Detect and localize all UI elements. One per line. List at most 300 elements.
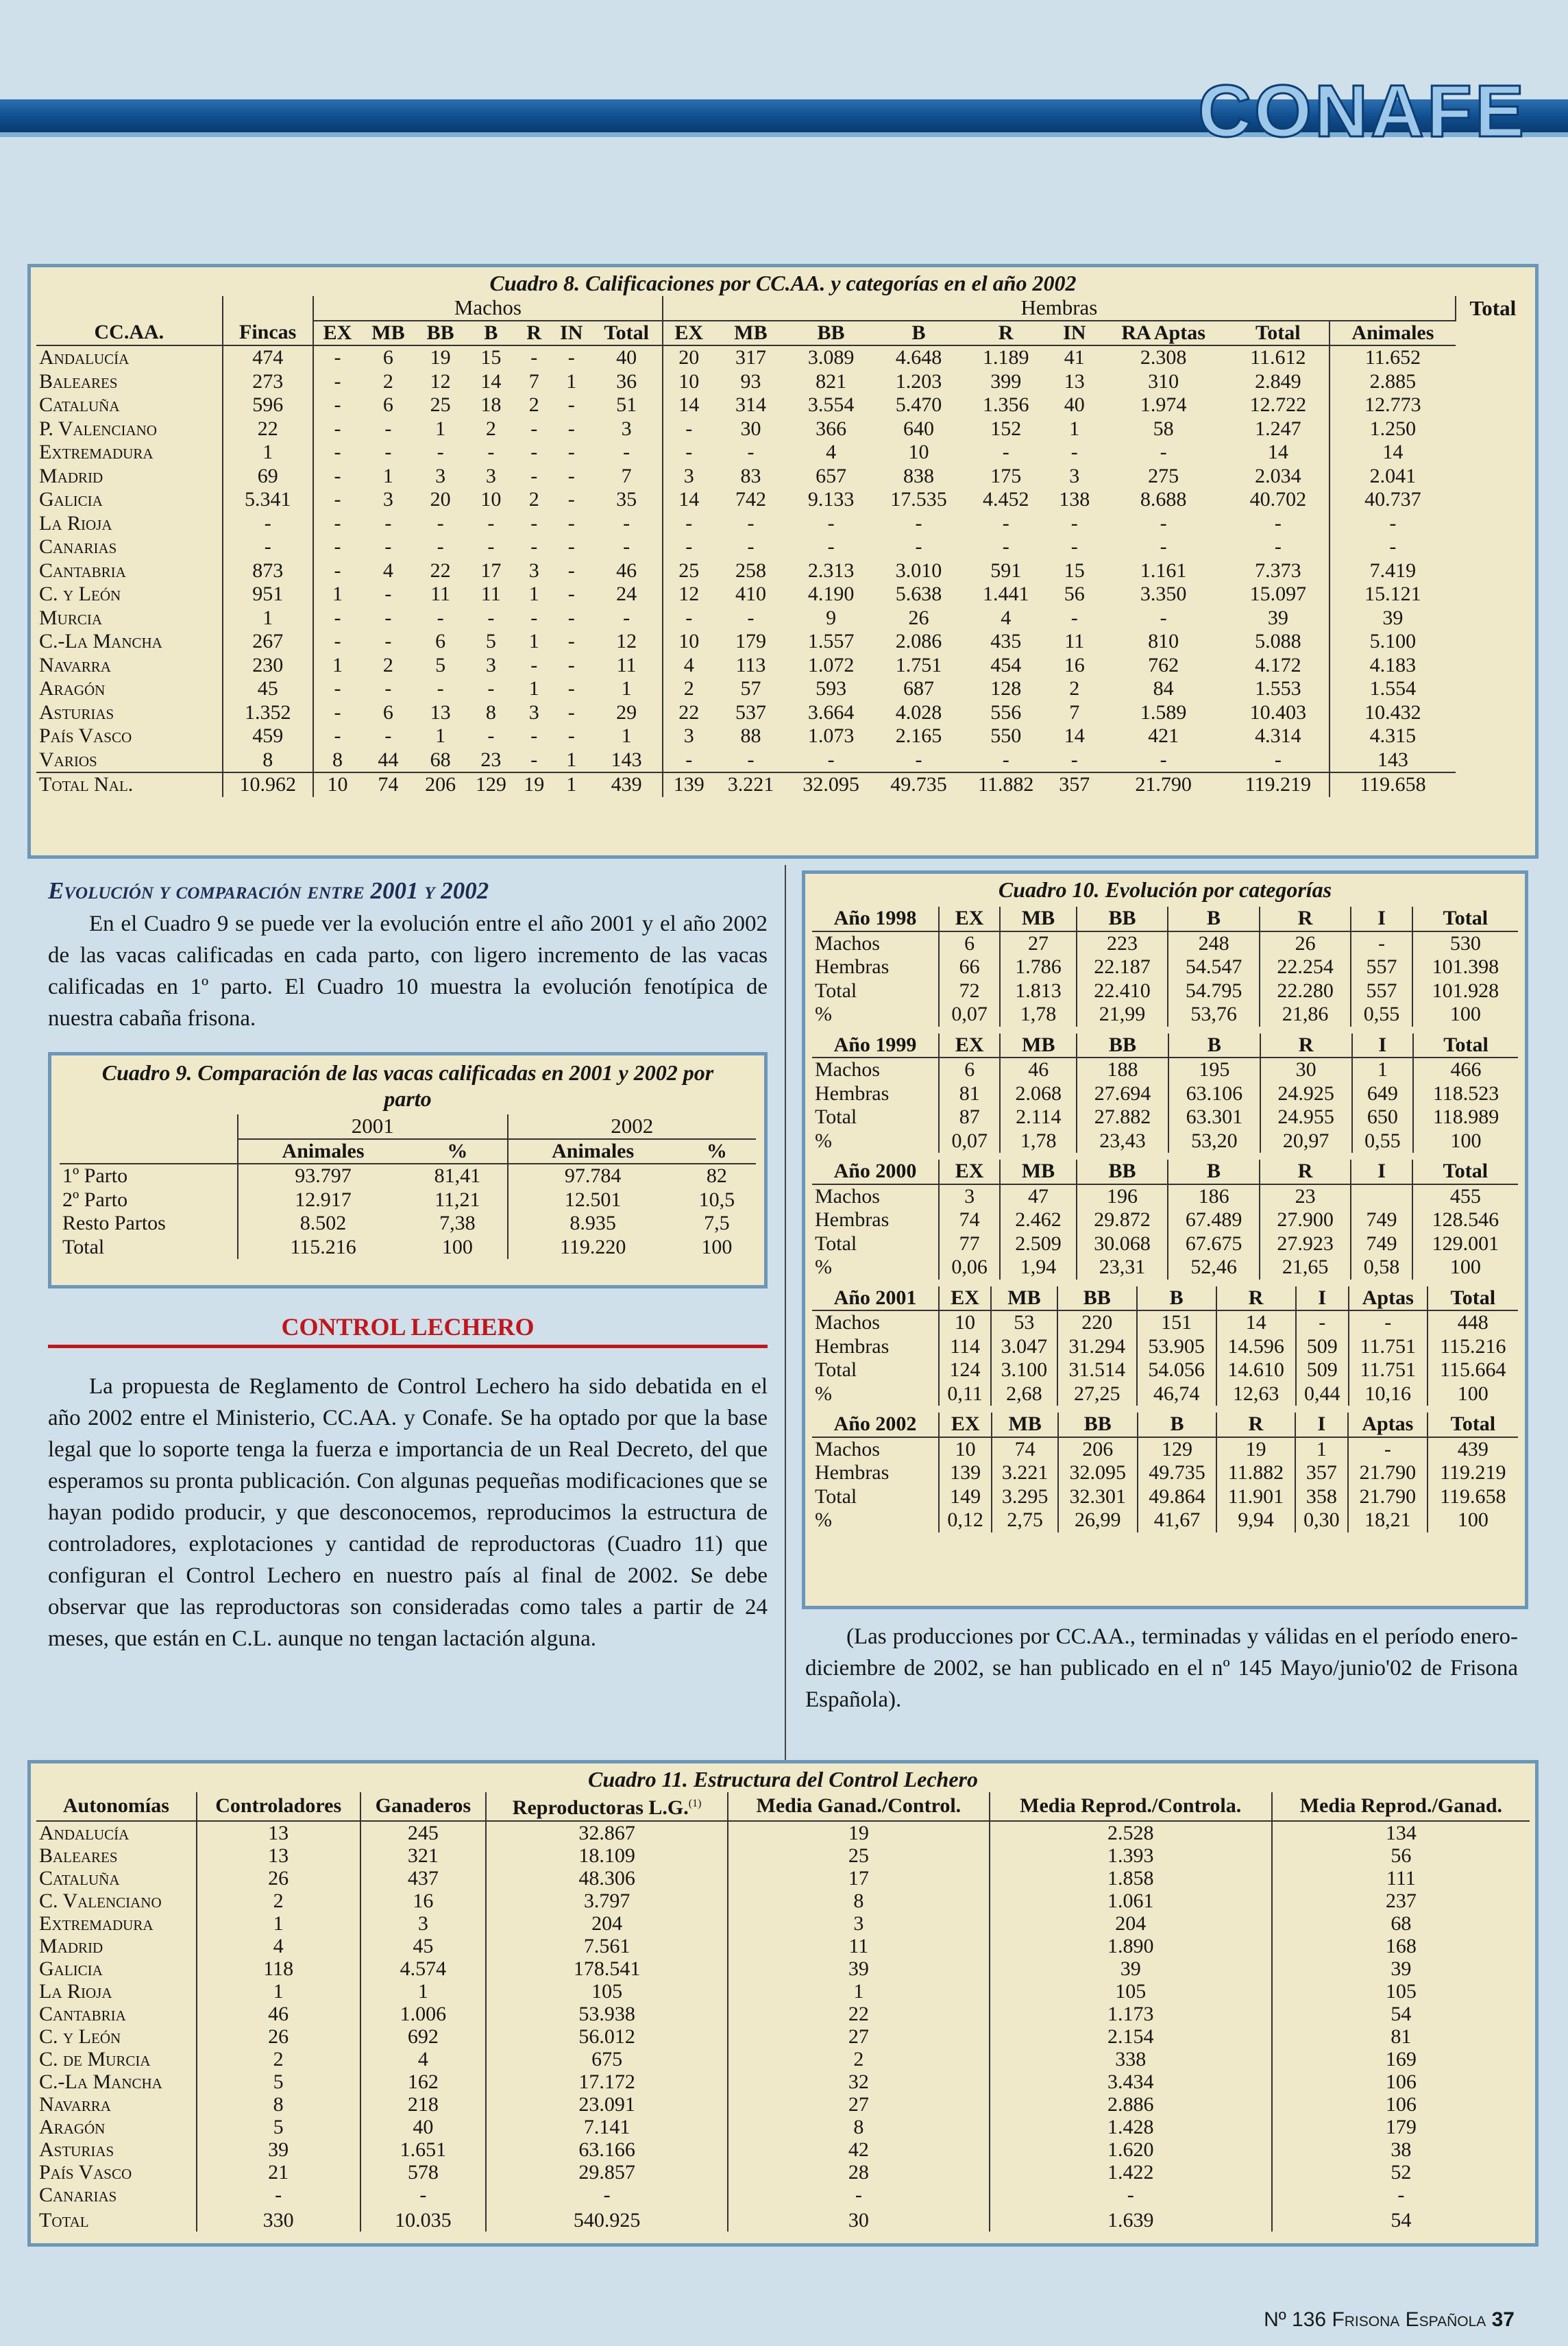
table-cell: 0,55 bbox=[1351, 1003, 1412, 1027]
table-cell: 151 bbox=[1137, 1310, 1216, 1335]
table-cell: 40.702 bbox=[1227, 488, 1330, 512]
table-cell: 557 bbox=[1351, 979, 1412, 1003]
table-cell: 67.675 bbox=[1168, 1232, 1260, 1256]
table-cell: - bbox=[567, 559, 575, 582]
table-cell: - bbox=[685, 441, 693, 463]
table-cell: 139 bbox=[663, 772, 714, 797]
table-cell: 11 bbox=[728, 1935, 990, 1957]
table-cell: 7,38 bbox=[408, 1212, 508, 1236]
table-cell: 6 bbox=[382, 393, 393, 416]
table-cell: 40 bbox=[1064, 393, 1085, 416]
table-row bbox=[36, 2206, 1530, 2232]
category-header: MB bbox=[992, 1413, 1058, 1437]
category-header: Total bbox=[1413, 1034, 1518, 1058]
table-cell: - bbox=[567, 464, 575, 487]
table-cell: - bbox=[990, 2184, 1272, 2206]
table-cell: 4 bbox=[197, 1935, 360, 1957]
table-cell: 540.925 bbox=[486, 2206, 728, 2232]
table-cell: 7 bbox=[591, 465, 663, 489]
table-cell: 179 bbox=[735, 630, 766, 652]
table-cell: - bbox=[437, 606, 444, 629]
footnote-mark: (1) bbox=[688, 1798, 702, 1809]
region-name: Navarra bbox=[36, 654, 223, 678]
autonomia-name: Extremadura bbox=[36, 1912, 197, 1935]
table-cell: - bbox=[567, 724, 575, 747]
table-cell: 83 bbox=[740, 464, 761, 487]
table-cell: 21.790 bbox=[1348, 1461, 1428, 1485]
table-cell: - bbox=[223, 535, 313, 559]
table-cell: 5.088 bbox=[1227, 630, 1330, 654]
table-cell: 105 bbox=[990, 1980, 1272, 2003]
table-cell: 63.106 bbox=[1168, 1082, 1260, 1106]
table-cell: 111 bbox=[1386, 1866, 1416, 1890]
table-cell: 4.315 bbox=[1369, 724, 1417, 747]
table-row bbox=[812, 979, 1518, 1003]
table-cell: - bbox=[530, 346, 538, 369]
table-cell: 51 bbox=[591, 393, 663, 417]
table-cell: 1 bbox=[566, 748, 577, 771]
table-cell: 338 bbox=[990, 2048, 1272, 2070]
table-cell: 20,97 bbox=[1260, 1129, 1352, 1153]
table-cell: 72 bbox=[939, 979, 1000, 1003]
cuadro-9 bbox=[48, 1052, 768, 1288]
table-cell: 7.373 bbox=[1227, 559, 1330, 583]
table-cell: 1 bbox=[435, 417, 446, 440]
category-header: BB bbox=[1057, 1286, 1137, 1311]
table-cell: - bbox=[334, 464, 341, 487]
table-cell: 2 bbox=[728, 2048, 990, 2070]
table-cell: 2 bbox=[528, 393, 539, 416]
table-cell: 119.219 bbox=[1227, 772, 1330, 797]
table-row bbox=[36, 535, 1530, 559]
table-cell: 53 bbox=[991, 1310, 1057, 1335]
row-label: % bbox=[812, 1508, 939, 1532]
table-cell: 20 bbox=[678, 346, 700, 369]
table-cell: 53,76 bbox=[1168, 1003, 1260, 1027]
table-cell: 100 bbox=[1450, 1129, 1482, 1152]
table-cell: 1 bbox=[223, 607, 313, 631]
table-cell: - bbox=[747, 441, 755, 463]
table-cell: 105 bbox=[1385, 1979, 1417, 2003]
table-cell: - bbox=[1227, 512, 1330, 536]
table-cell: 17 bbox=[480, 559, 502, 582]
table-cell: 114 bbox=[939, 1335, 991, 1359]
autonomia-name: Baleares bbox=[36, 1844, 197, 1867]
table-cell: 17.172 bbox=[486, 2070, 728, 2093]
autonomia-name: Aragón bbox=[36, 2116, 197, 2138]
table-cell: 6 bbox=[382, 700, 393, 724]
table-cell: 21,99 bbox=[1077, 1003, 1168, 1027]
table-cell: 169 bbox=[1385, 2047, 1417, 2070]
table-cell: 77 bbox=[939, 1232, 1000, 1256]
table-cell: 1 bbox=[435, 724, 446, 747]
table-cell: - bbox=[530, 606, 538, 629]
table-cell: 14.610 bbox=[1216, 1358, 1296, 1382]
table-cell: 810 bbox=[1148, 630, 1179, 652]
table-cell: 27.694 bbox=[1077, 1082, 1168, 1106]
table-cell: 3 bbox=[528, 559, 539, 582]
table-cell: 5 bbox=[485, 630, 496, 652]
table-cell: 30 bbox=[740, 417, 761, 440]
table-cell: 13 bbox=[430, 700, 451, 724]
category-header: R bbox=[1216, 1413, 1295, 1437]
table-cell: 20 bbox=[430, 488, 451, 511]
table-row bbox=[36, 441, 1530, 465]
table-cell: - bbox=[486, 2184, 728, 2206]
cuadro-11-table bbox=[36, 1792, 1530, 2232]
table-cell: 1.639 bbox=[990, 2206, 1272, 2232]
table-cell: 1,78 bbox=[1000, 1003, 1076, 1027]
table-row bbox=[36, 1844, 1530, 1867]
category-header: BB bbox=[1077, 1160, 1168, 1184]
table-cell: 39 bbox=[728, 1957, 990, 1980]
table-cell: - bbox=[567, 653, 575, 676]
table-cell: 115.216 bbox=[1440, 1334, 1506, 1358]
table-cell: 22.254 bbox=[1260, 955, 1351, 979]
table-cell: 223 bbox=[1077, 931, 1168, 956]
table-cell: 1.553 bbox=[1227, 677, 1330, 701]
table-cell: 44 bbox=[378, 748, 399, 771]
table-cell: - bbox=[1002, 441, 1009, 463]
table-cell: 509 bbox=[1296, 1358, 1349, 1382]
table-cell: 195 bbox=[1168, 1058, 1260, 1082]
table-row bbox=[36, 1957, 1530, 1980]
autonomia-name: C. de Murcia bbox=[36, 2048, 197, 2070]
row-label: Total bbox=[812, 979, 939, 1003]
table-cell: 23,43 bbox=[1077, 1129, 1168, 1153]
table-cell: - bbox=[567, 606, 575, 629]
table-cell: 8.935 bbox=[569, 1212, 616, 1234]
table-cell: 5 bbox=[197, 2116, 360, 2138]
table-cell: 40.737 bbox=[1364, 488, 1421, 511]
table-cell: 204 bbox=[486, 1912, 728, 1935]
table-cell: - bbox=[915, 748, 922, 771]
table-row bbox=[812, 1208, 1518, 1232]
category-header: EX bbox=[939, 1034, 1000, 1058]
parto-label: 2º Parto bbox=[62, 1188, 128, 1211]
table-cell: - bbox=[1227, 748, 1330, 773]
table-cell: 0,07 bbox=[939, 1003, 1000, 1027]
table-cell: 310 bbox=[1148, 369, 1179, 393]
table-cell: 237 bbox=[1385, 1889, 1417, 1912]
table-cell: 1 bbox=[728, 1980, 990, 2003]
table-cell: 1 bbox=[360, 1980, 487, 2003]
table-cell: 30 bbox=[1260, 1058, 1352, 1082]
table-cell: 3 bbox=[485, 464, 496, 487]
table-cell: 10,16 bbox=[1349, 1382, 1428, 1406]
table-cell: - bbox=[334, 724, 341, 747]
table-cell: 9 bbox=[826, 606, 837, 629]
table-cell: 3.047 bbox=[991, 1335, 1057, 1359]
row-label: Machos bbox=[812, 1437, 939, 1462]
table-cell: - bbox=[1070, 511, 1078, 535]
table-cell: 762 bbox=[1148, 653, 1179, 676]
cuadro-8-col-header: R bbox=[963, 321, 1049, 346]
table-cell: 10 bbox=[678, 630, 700, 652]
table-cell: 657 bbox=[816, 464, 847, 487]
table-cell: 1.786 bbox=[1000, 955, 1076, 979]
table-cell: 578 bbox=[360, 2161, 487, 2184]
table-cell: 4.028 bbox=[895, 700, 942, 724]
table-cell: 2.308 bbox=[1140, 346, 1187, 369]
region-name: Cataluña bbox=[36, 393, 223, 417]
table-cell: - bbox=[915, 511, 922, 535]
table-cell: 35 bbox=[591, 488, 663, 512]
table-cell: 39 bbox=[1391, 1957, 1412, 1980]
autonomia-name: Andalucía bbox=[36, 1821, 197, 1844]
table-cell: 46 bbox=[1000, 1058, 1077, 1082]
autonomia-name: C. Valenciano bbox=[36, 1890, 197, 1912]
table-cell: 206 bbox=[1058, 1437, 1138, 1462]
table-row bbox=[36, 724, 1530, 748]
table-cell: 3 bbox=[360, 1912, 487, 1935]
table-cell: 7 bbox=[528, 369, 539, 393]
table-cell: 10.432 bbox=[1364, 700, 1421, 724]
table-cell: 1.890 bbox=[990, 1935, 1272, 1957]
table-cell: - bbox=[360, 2184, 487, 2206]
table-cell: - bbox=[334, 535, 341, 558]
magazine-name: Frisona Española bbox=[1332, 2308, 1486, 2331]
table-cell: 21,65 bbox=[1260, 1256, 1351, 1280]
table-cell: 143 bbox=[591, 748, 663, 773]
table-cell: - bbox=[437, 511, 444, 535]
autonomia-name: Canarias bbox=[36, 2184, 197, 2206]
category-header: B bbox=[1168, 1034, 1260, 1058]
table-cell: 53.905 bbox=[1137, 1335, 1216, 1359]
table-cell: 3.221 bbox=[992, 1461, 1058, 1485]
table-cell: 30 bbox=[728, 2206, 990, 2232]
table-cell: 31.514 bbox=[1057, 1358, 1137, 1382]
table-cell: 26 bbox=[908, 606, 929, 629]
table-cell: - bbox=[530, 417, 538, 440]
table-cell: 118.523 bbox=[1432, 1082, 1499, 1105]
table-cell: 29.872 bbox=[1077, 1208, 1168, 1232]
region-name: La Rioja bbox=[36, 512, 223, 536]
year-block bbox=[812, 1413, 1518, 1532]
table-cell: 38 bbox=[1391, 2138, 1412, 2161]
row-label: % bbox=[812, 1382, 939, 1406]
category-header: MB bbox=[991, 1286, 1057, 1311]
table-cell: 42 bbox=[728, 2138, 990, 2161]
category-header: Total bbox=[1428, 1286, 1518, 1311]
table-cell: 2.041 bbox=[1369, 464, 1417, 487]
table-cell: - bbox=[334, 677, 341, 700]
table-cell: 12,63 bbox=[1216, 1382, 1296, 1406]
table-cell: 93.797 bbox=[238, 1164, 408, 1188]
table-cell: 26 bbox=[197, 1867, 360, 1890]
table-row bbox=[812, 1105, 1518, 1129]
table-cell: 27 bbox=[728, 2093, 990, 2116]
cuadro-10-blocks bbox=[812, 907, 1518, 1532]
year-label: Año 2000 bbox=[812, 1160, 939, 1184]
table-cell: 1 bbox=[1352, 1058, 1413, 1082]
table-cell: - bbox=[1070, 535, 1078, 558]
table-cell: - bbox=[591, 441, 663, 465]
table-cell: 40 bbox=[591, 345, 663, 370]
table-row bbox=[812, 1184, 1518, 1209]
table-cell: 2.034 bbox=[1227, 465, 1330, 489]
table-cell: 4.314 bbox=[1227, 724, 1330, 748]
table-cell: 2.313 bbox=[807, 559, 855, 582]
table-cell: 49.864 bbox=[1138, 1485, 1217, 1509]
table-cell: 32.301 bbox=[1058, 1485, 1138, 1509]
table-cell: 951 bbox=[223, 583, 313, 607]
table-cell: - bbox=[827, 511, 835, 535]
table-cell: 11.901 bbox=[1216, 1485, 1295, 1509]
table-cell: 15.097 bbox=[1227, 583, 1330, 607]
autonomia-name: Navarra bbox=[36, 2093, 197, 2116]
table-cell: 8.502 bbox=[238, 1212, 408, 1236]
table-row bbox=[812, 1082, 1518, 1106]
table-cell: 2.886 bbox=[990, 2093, 1272, 2116]
cuadro-8-col-header: IN bbox=[552, 321, 591, 346]
year-block bbox=[812, 1034, 1518, 1153]
table-row bbox=[60, 1236, 756, 1260]
table-cell: 11 bbox=[1064, 630, 1085, 652]
table-cell: 196 bbox=[1077, 1184, 1168, 1209]
table-cell: 1 bbox=[223, 441, 313, 465]
table-cell: 1.250 bbox=[1369, 417, 1417, 440]
year-block bbox=[812, 1286, 1518, 1406]
table-row bbox=[36, 630, 1530, 654]
table-cell: - bbox=[384, 630, 392, 652]
table-cell: 1,94 bbox=[1000, 1256, 1076, 1280]
table-cell: 28 bbox=[728, 2161, 990, 2184]
table-cell: - bbox=[567, 511, 575, 535]
table-cell: 81 bbox=[1391, 2025, 1412, 2048]
table-cell: - bbox=[1227, 535, 1330, 559]
table-cell: 14 bbox=[678, 393, 700, 416]
group-machos: Machos bbox=[313, 296, 663, 321]
region-name: Canarias bbox=[36, 535, 223, 559]
table-cell: 366 bbox=[816, 417, 847, 440]
table-row bbox=[60, 1164, 756, 1188]
table-cell: 2.165 bbox=[895, 724, 942, 747]
table-cell: 15.121 bbox=[1364, 583, 1421, 605]
table-cell: - bbox=[1351, 931, 1412, 956]
table-cell: 4 bbox=[360, 2048, 487, 2070]
table-cell: 56.012 bbox=[486, 2025, 728, 2048]
table-cell: 1.173 bbox=[990, 2003, 1272, 2025]
table-cell: 0,06 bbox=[939, 1256, 1000, 1280]
table-cell: 129 bbox=[1138, 1437, 1217, 1462]
table-cell: 537 bbox=[735, 700, 766, 724]
table-cell: 245 bbox=[360, 1821, 487, 1844]
table-cell: 1 bbox=[591, 724, 663, 748]
table-cell: 1 bbox=[197, 1980, 360, 2003]
table-cell: 439 bbox=[591, 772, 663, 797]
category-header: BB bbox=[1077, 907, 1168, 931]
row-label: % bbox=[812, 1256, 939, 1280]
parto-label: Total bbox=[62, 1235, 105, 1258]
table-cell: 8 bbox=[197, 2093, 360, 2116]
table-cell: 1.352 bbox=[223, 701, 313, 725]
table-cell: 9,94 bbox=[1216, 1508, 1295, 1532]
table-row bbox=[36, 512, 1530, 536]
table-cell: - bbox=[384, 441, 392, 463]
table-cell: - bbox=[728, 2184, 990, 2206]
table-cell: - bbox=[1160, 511, 1167, 535]
table-cell: - bbox=[827, 748, 835, 771]
table-cell: 454 bbox=[990, 653, 1022, 676]
table-cell: 128.546 bbox=[1432, 1208, 1499, 1231]
table-cell: 1.428 bbox=[990, 2116, 1272, 2138]
table-cell: 640 bbox=[903, 417, 935, 440]
table-cell: 143 bbox=[1377, 748, 1408, 771]
table-cell: - bbox=[685, 606, 693, 629]
table-cell: 410 bbox=[735, 583, 766, 605]
table-cell: - bbox=[591, 535, 663, 559]
table-cell: 4.452 bbox=[982, 488, 1029, 511]
table-cell: 10 bbox=[313, 772, 361, 797]
table-cell: 3 bbox=[382, 488, 393, 511]
table-cell: 2 bbox=[528, 488, 539, 511]
table-cell: - bbox=[1160, 606, 1167, 629]
table-row bbox=[812, 1003, 1518, 1027]
cuadro-9-title: Cuadro 9. Comparación de las vacas calificadas en 2001 y 2002 por parto bbox=[101, 1060, 714, 1111]
table-cell: 1.161 bbox=[1140, 559, 1187, 582]
cuadro-11-col-header: Media Ganad./Control. bbox=[728, 1792, 990, 1821]
table-cell: 152 bbox=[990, 417, 1022, 440]
table-cell: 27.882 bbox=[1077, 1105, 1168, 1129]
table-cell: 273 bbox=[223, 370, 313, 394]
table-cell: 1 bbox=[528, 583, 539, 605]
table-row bbox=[36, 748, 1530, 773]
table-cell: 12.773 bbox=[1364, 393, 1421, 416]
table-cell: - bbox=[334, 488, 341, 511]
table-cell: 6 bbox=[939, 931, 1000, 956]
table-cell: 139 bbox=[939, 1461, 992, 1485]
region-name: Baleares bbox=[36, 370, 223, 394]
table-cell: 45 bbox=[360, 1935, 487, 1957]
autonomia-name: Cataluña bbox=[36, 1867, 197, 1890]
table-row bbox=[36, 2093, 1530, 2116]
table-cell: 838 bbox=[903, 464, 935, 487]
table-cell: - bbox=[487, 677, 495, 700]
table-cell: 5 bbox=[197, 2070, 360, 2093]
table-cell: 4.574 bbox=[360, 1957, 487, 1980]
table-cell: 46 bbox=[591, 559, 663, 583]
table-cell: 10 bbox=[908, 441, 929, 463]
table-row bbox=[36, 654, 1530, 678]
category-header: EX bbox=[939, 1160, 1000, 1184]
table-cell: 4 bbox=[1001, 606, 1012, 629]
table-cell: 178.541 bbox=[486, 1957, 728, 1980]
table-cell: 11 bbox=[480, 583, 501, 605]
table-cell: 12 bbox=[678, 583, 700, 605]
cuadro-8-col-header: CC.AA. bbox=[36, 321, 223, 346]
col-pct-2001: % bbox=[408, 1139, 508, 1164]
category-header: I bbox=[1351, 1160, 1412, 1184]
table-cell: 21,86 bbox=[1260, 1003, 1351, 1027]
table-cell: 175 bbox=[990, 464, 1022, 487]
table-cell: 8 bbox=[332, 748, 343, 771]
table-cell: - bbox=[1160, 441, 1167, 463]
table-cell: 39 bbox=[1227, 607, 1330, 631]
autonomia-name: País Vasco bbox=[36, 2161, 197, 2184]
table-row bbox=[36, 465, 1530, 489]
table-cell: - bbox=[1397, 2183, 1405, 2206]
table-cell: 106 bbox=[1385, 2070, 1417, 2093]
category-header: Total bbox=[1428, 1413, 1518, 1437]
table-cell: 1 bbox=[1295, 1437, 1348, 1462]
table-cell: 2 bbox=[382, 369, 393, 393]
category-header: BB bbox=[1058, 1413, 1138, 1437]
table-row bbox=[812, 1335, 1518, 1359]
table-cell: 4.183 bbox=[1369, 653, 1417, 676]
table-cell: 87 bbox=[939, 1105, 1000, 1129]
table-cell: - bbox=[1349, 1310, 1428, 1335]
